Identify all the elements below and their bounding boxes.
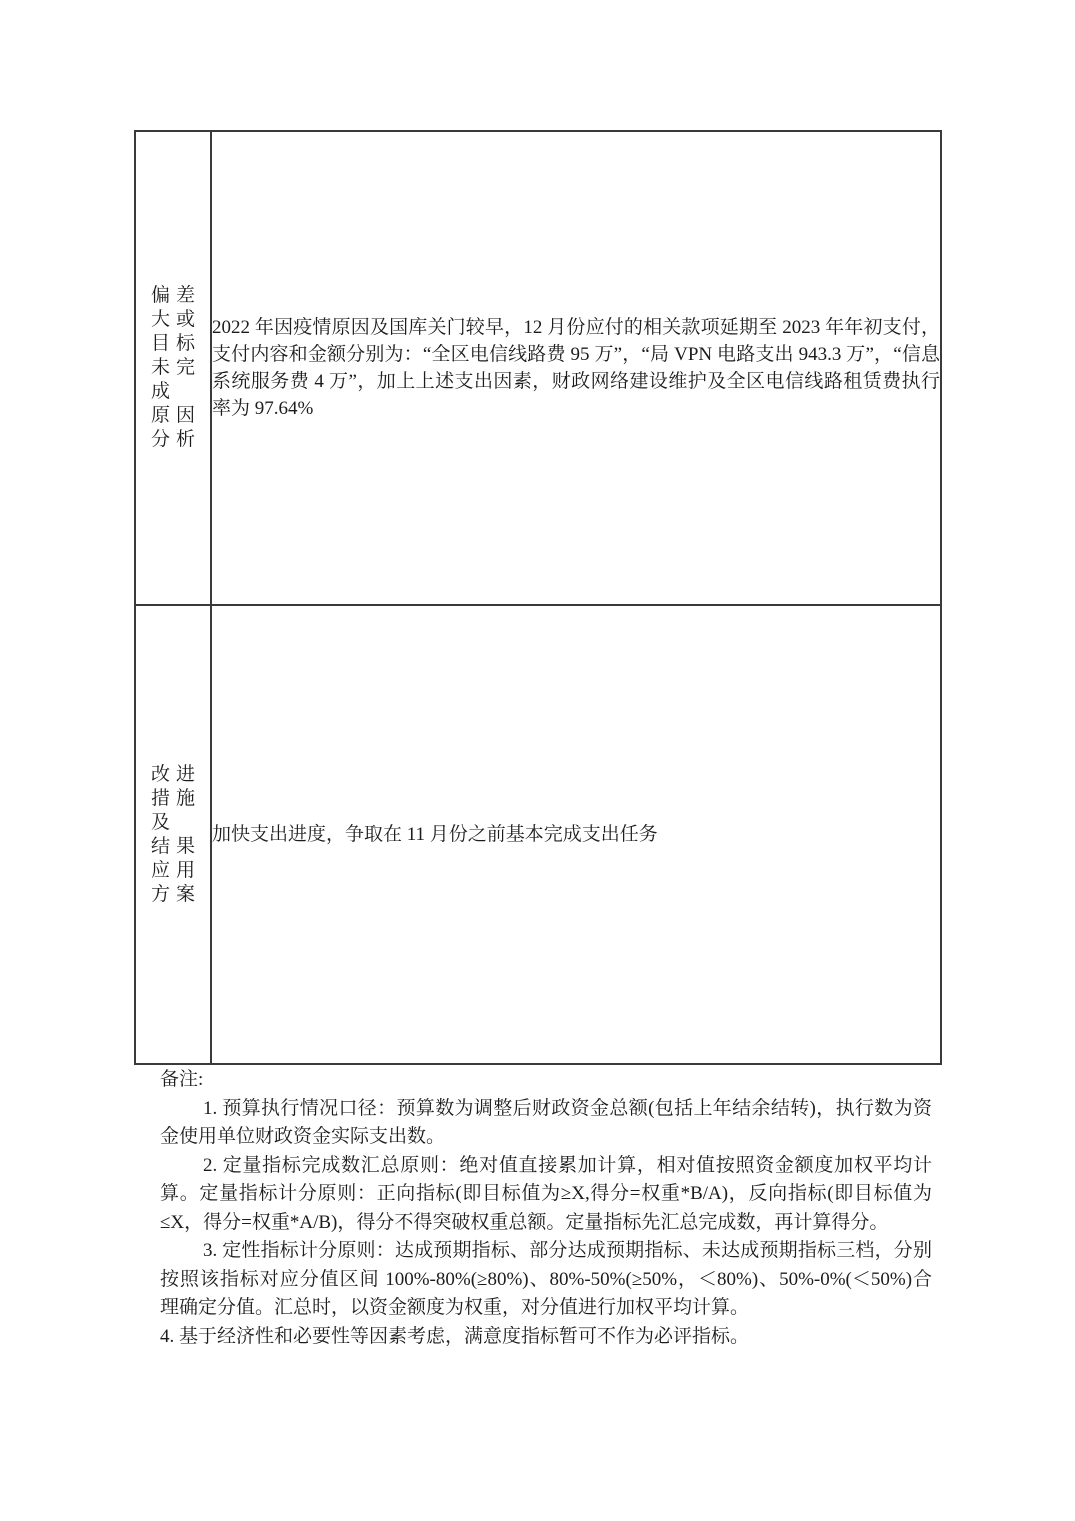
notes-section xyxy=(160,1066,932,1351)
label-line: 结 果 xyxy=(151,835,195,857)
improvement-measures-content: 加快支出进度，争取在 11 月份之前基本完成支出任务 xyxy=(211,605,941,1064)
deviation-analysis-label-cell xyxy=(135,131,211,605)
label-line: 改 进 xyxy=(151,763,195,785)
label-line: 未 完 xyxy=(151,357,195,378)
performance-evaluation-table xyxy=(134,130,942,1065)
note-item-4: 4. 基于经济性和必要性等因素考虑，满意度指标暂可不作为必评指标。 xyxy=(160,1325,750,1347)
note-item-1: 1. 预算执行情况口径：预算数为调整后财政资金总额(包括上年结余结转)，执行数为资金使用单位财政资金实际支出数。 xyxy=(160,1097,932,1147)
note-item-3: 3. 定性指标计分原则：达成预期指标、部分达成预期指标、未达成预期指标三档，分别按照该指标对应分值区间 100%-80%(≥80%)、80%-50%(≥50%，＜80%)、50%-0%(＜50%)合理确定分值。汇总时，以资金额度为权重，对分值进行加权平均计算。 xyxy=(160,1240,932,1318)
label-line: 措 施 xyxy=(151,787,195,809)
label-line: 大 或 xyxy=(151,309,195,330)
label-line: 分 析 xyxy=(151,429,195,450)
label-line: 成 xyxy=(151,381,171,402)
improvement-measures-label-cell xyxy=(135,605,211,1064)
deviation-analysis-label xyxy=(151,284,195,452)
deviation-analysis-content: 2022 年因疫情原因及国库关门较早，12 月份应付的相关款项延期至 2023 年年初支付，支付内容和金额分别为：“全区电信线路费 95 万”，“局 VPN 电路支出 943.3 万”，“信息系统服务费 4 万”，加上上述支出因素，财政网络建设维护及全区电信线路租赁费执行率为 97.64% xyxy=(211,131,941,605)
label-line: 应 用 xyxy=(151,859,195,881)
improvement-measures-label xyxy=(151,763,195,907)
label-line: 方 案 xyxy=(151,883,195,905)
label-line: 目 标 xyxy=(151,333,195,354)
notes-heading: 备注: xyxy=(160,1069,204,1090)
table-row-deviation-analysis xyxy=(135,131,941,605)
note-item-2: 2. 定量指标完成数汇总原则：绝对值直接累加计算，相对值按照资金额度加权平均计算。定量指标计分原则：正向指标(即目标值为≥X,得分=权重*B/A)，反向指标(即目标值为≤X，得分=权重*A/B)，得分不得突破权重总额。定量指标先汇总完成数，再计算得分。 xyxy=(160,1154,932,1233)
label-line: 偏 差 xyxy=(151,285,195,306)
table-row-improvement-measures xyxy=(135,605,941,1064)
label-line: 及 xyxy=(151,811,171,833)
label-line: 原 因 xyxy=(151,405,195,426)
